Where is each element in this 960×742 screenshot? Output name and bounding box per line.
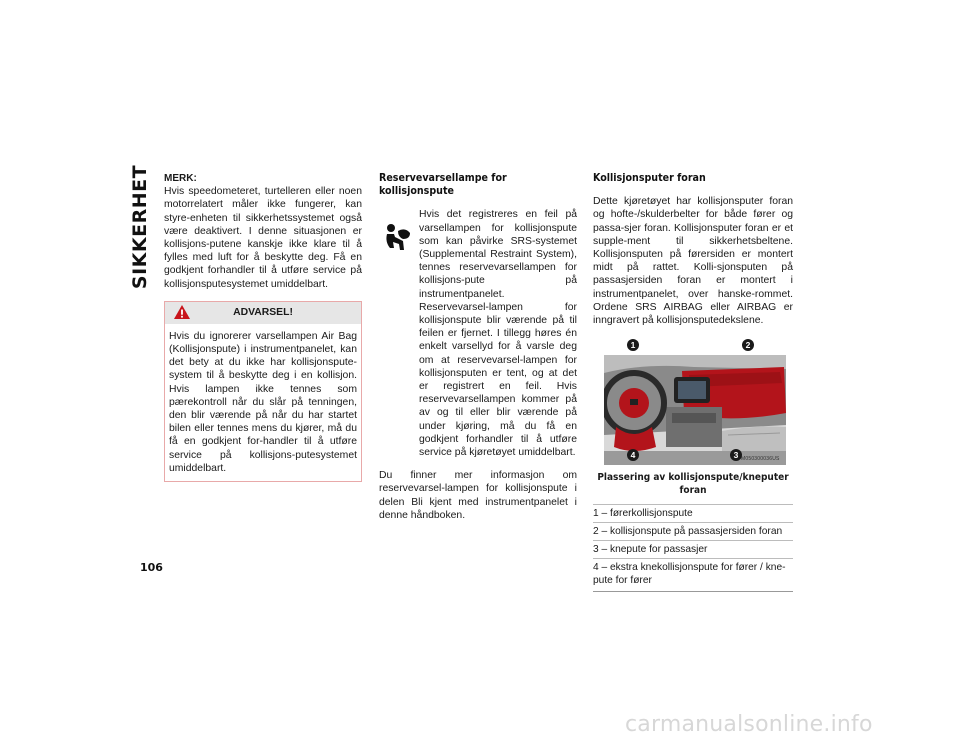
callout-2: 2 <box>742 339 754 351</box>
callout-3: 3 <box>730 449 742 461</box>
reserve-lamp-intro <box>379 208 577 459</box>
figure-legend <box>593 504 793 592</box>
figure-code: M050300036US <box>741 456 780 463</box>
note-text: Hvis speedometeret, turtelleren eller noen motorrelatert måler ikke fungerer, kan styre-enheten til sikkerhetssystemet også være deaktivert. I denne situasjonen er kollisjons-putene kanskje ikke klare til å fylles med luft for å beskytte deg. Få en godkjent forhandler til å utføre service på kollisjonsputesystemet umiddelbart. <box>164 186 362 290</box>
note-block <box>164 172 362 291</box>
airbag-location-figure <box>593 337 793 469</box>
legend-item: 1 – førerkollisjonspute <box>593 504 793 522</box>
front-airbags-para: Dette kjøretøyet har kollisjonsputer foran og hofte-/skulderbelter for både fører og passa-sjer foran. Kollisjonsputer foran er et supple-ment til sikkerhetsbeltene. Kollisjonsputen på førersiden er montert midt på rattet. Kolli-sjonsputen på passasjersiden foran er montert i instrumentpanelet, over hanske-rommet. Ordene SRS AIRBAG eller AIRBAG er inngravert på kollisjonsputedekslene. <box>593 196 793 327</box>
column-left <box>164 172 362 482</box>
legend-item: 4 – ekstra knekollisjonspute for fører / kne-pute for fører <box>593 558 793 589</box>
legend-item: 2 – kollisjonspute på passasjersiden foran <box>593 522 793 540</box>
warning-triangle-icon <box>173 304 191 320</box>
section-tab-label: SIKKERHET <box>129 164 151 290</box>
reserve-lamp-para1: Hvis det registreres en feil på varsellampen for kollisjonspute som kan påvirke SRS-systemet (Supplemental Restraint System), tennes reservevarsellampen for kollisjons-pute på instrumentpanelet. Reservevarsel-lampen for kollisjonspute blir værende på til feilen er fjernet. I tillegg høres én enkelt varsellyd for å varsle deg om at reservevarsel-lampen for kollisjonsputen er tent, og at det er registrert en feil. Hvis reservevarsellampen kommer på av og til eller blir værende på under kjøring, må du få en godkjent forhandler til å utføre service på kjøretøyet umiddelbart. <box>419 209 577 459</box>
warning-title: ADVARSEL! <box>233 307 293 319</box>
airbag-warning-icon <box>381 222 413 254</box>
callout-1: 1 <box>627 339 639 351</box>
warning-body <box>165 324 361 481</box>
figure-caption: Plassering av kollisjonspute/kneputer foran <box>597 472 789 497</box>
note-label: MERK: <box>164 173 197 184</box>
page-number: 106 <box>140 561 163 574</box>
column-middle <box>379 172 577 522</box>
legend-item: 3 – knepute for passasjer <box>593 540 793 558</box>
callout-4: 4 <box>627 449 639 461</box>
warning-text: Hvis du ignorerer varsellampen Air Bag (Kollisjonspute) i instrumentpanelet, kan det bety at du ikke har kollisjonspute-system til å beskytte deg i en kollisjon. Hvis lampen ikke tennes som pærekontroll når du slår på tenningen, den blir værende på når du har startet bilen eller tennes mens du kjører, må du få en godkjent for-handler til å utføre service på kollisjons-putesystemet umiddelbart. <box>169 330 357 474</box>
front-airbags-heading: Kollisjonsputer foran <box>593 172 706 184</box>
warning-header <box>165 302 361 324</box>
section-tab <box>128 164 152 290</box>
warning-box <box>164 301 362 482</box>
reserve-lamp-para2: Du finner mer informasjon om reservevarsel-lampen for kollisjonspute i delen Bli kjent med instrumentpanelet i denne håndboken. <box>379 470 577 521</box>
watermark: carmanualsonline.info <box>625 712 873 737</box>
reserve-lamp-heading: Reservevarsellampe for kollisjonspute <box>379 172 507 198</box>
column-right <box>593 172 793 592</box>
